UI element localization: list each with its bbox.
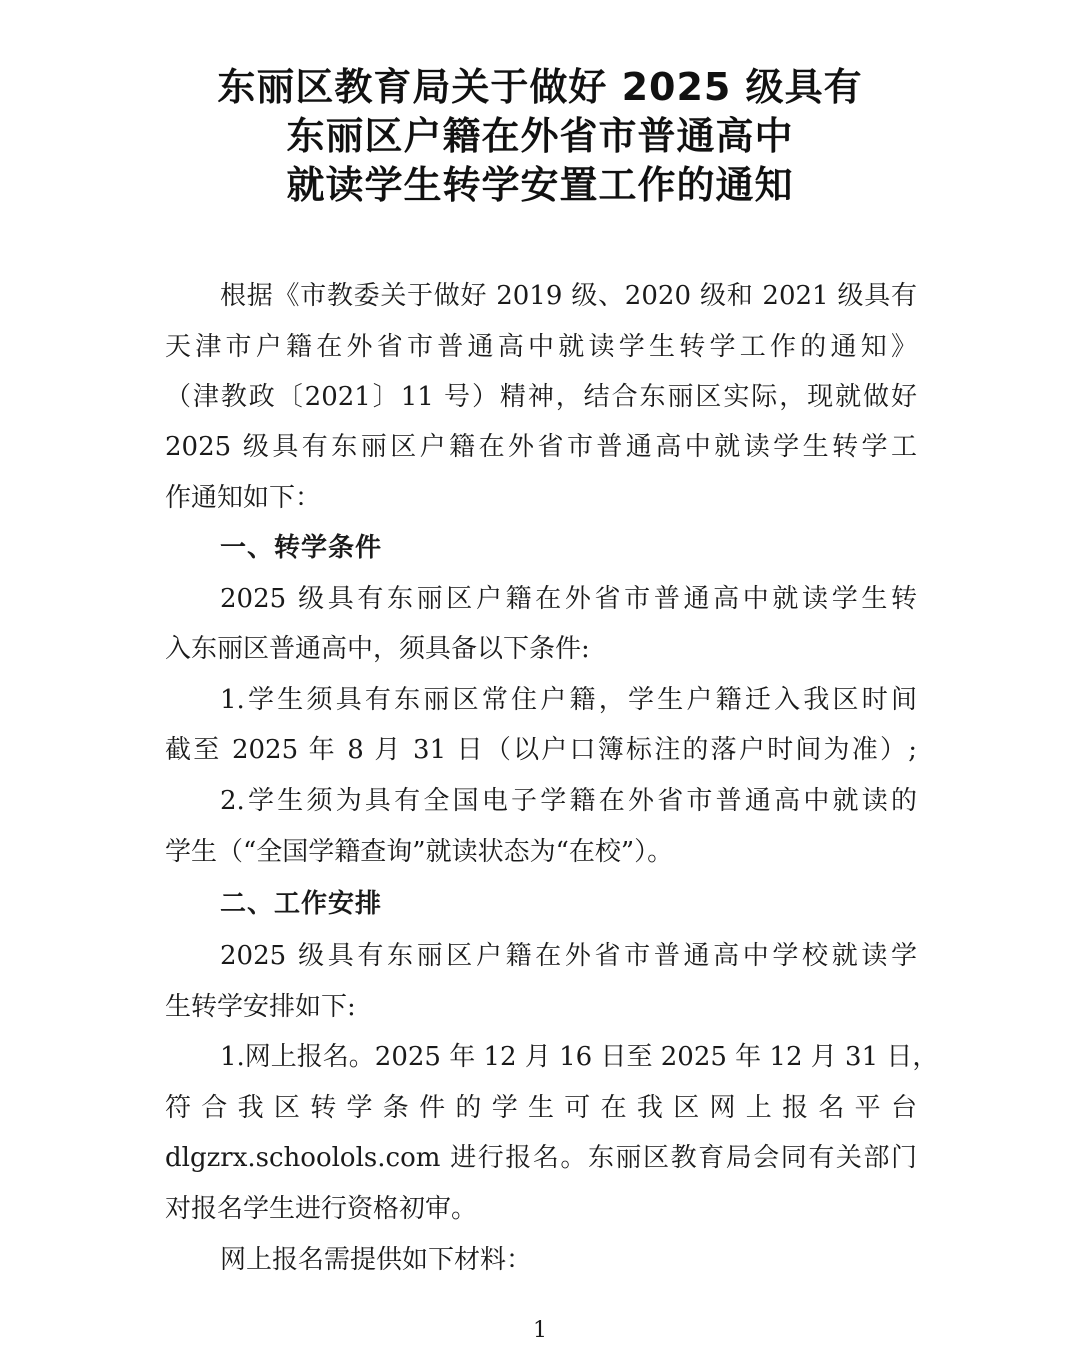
document-title-line-1: 东丽区教育局关于做好 2025 级具有 (217, 65, 863, 109)
section-2-heading: 二、工作安排 (220, 889, 383, 919)
section-1-item-1-line: 1.学生须具有东丽区常住户籍，学生户籍迁入我区时间 (220, 685, 917, 715)
intro-paragraph-line: 根据《市教委关于做好 2019 级、2020 级和 2021 级具有 (220, 281, 917, 311)
materials-intro-line: 网上报名需提供如下材料： (220, 1245, 533, 1275)
section-1-item-2-line: 学生（“全国学籍查询”就读状态为“在校”）。 (165, 837, 674, 867)
section-2-paragraph-line: 2025 级具有东丽区户籍在外省市普通高中学校就读学 (220, 941, 917, 971)
page-number: 1 (533, 1318, 547, 1343)
section-1-heading: 一、转学条件 (220, 533, 383, 563)
intro-paragraph-line: （津教政〔2021〕11 号）精神，结合东丽区实际，现就做好 (165, 382, 917, 412)
section-1-paragraph-line: 2025 级具有东丽区户籍在外省市普通高中就读学生转 (220, 584, 917, 614)
intro-paragraph-line: 天津市户籍在外省市普通高中就读学生转学工作的通知》 (165, 332, 917, 362)
section-2-item-1-line: 1.网上报名。2025 年 12 月 16 日至 2025 年 12 月 31 日， (220, 1042, 939, 1072)
section-2-item-1-line: 符合我区转学条件的学生可在我区网上报名平台 (165, 1093, 917, 1123)
section-2-item-1-line: 对报名学生进行资格初审。 (165, 1194, 478, 1224)
intro-paragraph-line: 2025 级具有东丽区户籍在外省市普通高中就读学生转学工 (165, 432, 917, 462)
section-2-paragraph-line: 生转学安排如下: (165, 992, 356, 1022)
section-1-item-1-line: 截至 2025 年 8 月 31 日（以户口簿标注的落户时间为准）; (165, 735, 917, 765)
intro-paragraph-line: 作通知如下： (165, 483, 322, 513)
section-2-item-1-line: dlgzrx.schoolols.com 进行报名。东丽区教育局会同有关部门 (165, 1143, 917, 1173)
document-title-line-3: 就读学生转学安置工作的通知 (286, 163, 794, 207)
section-1-paragraph-line: 入东丽区普通高中，须具备以下条件: (165, 634, 590, 664)
document-title-line-2: 东丽区户籍在外省市普通高中 (286, 114, 794, 158)
section-1-item-2-line: 2.学生须为具有全国电子学籍在外省市普通高中就读的 (220, 786, 917, 816)
